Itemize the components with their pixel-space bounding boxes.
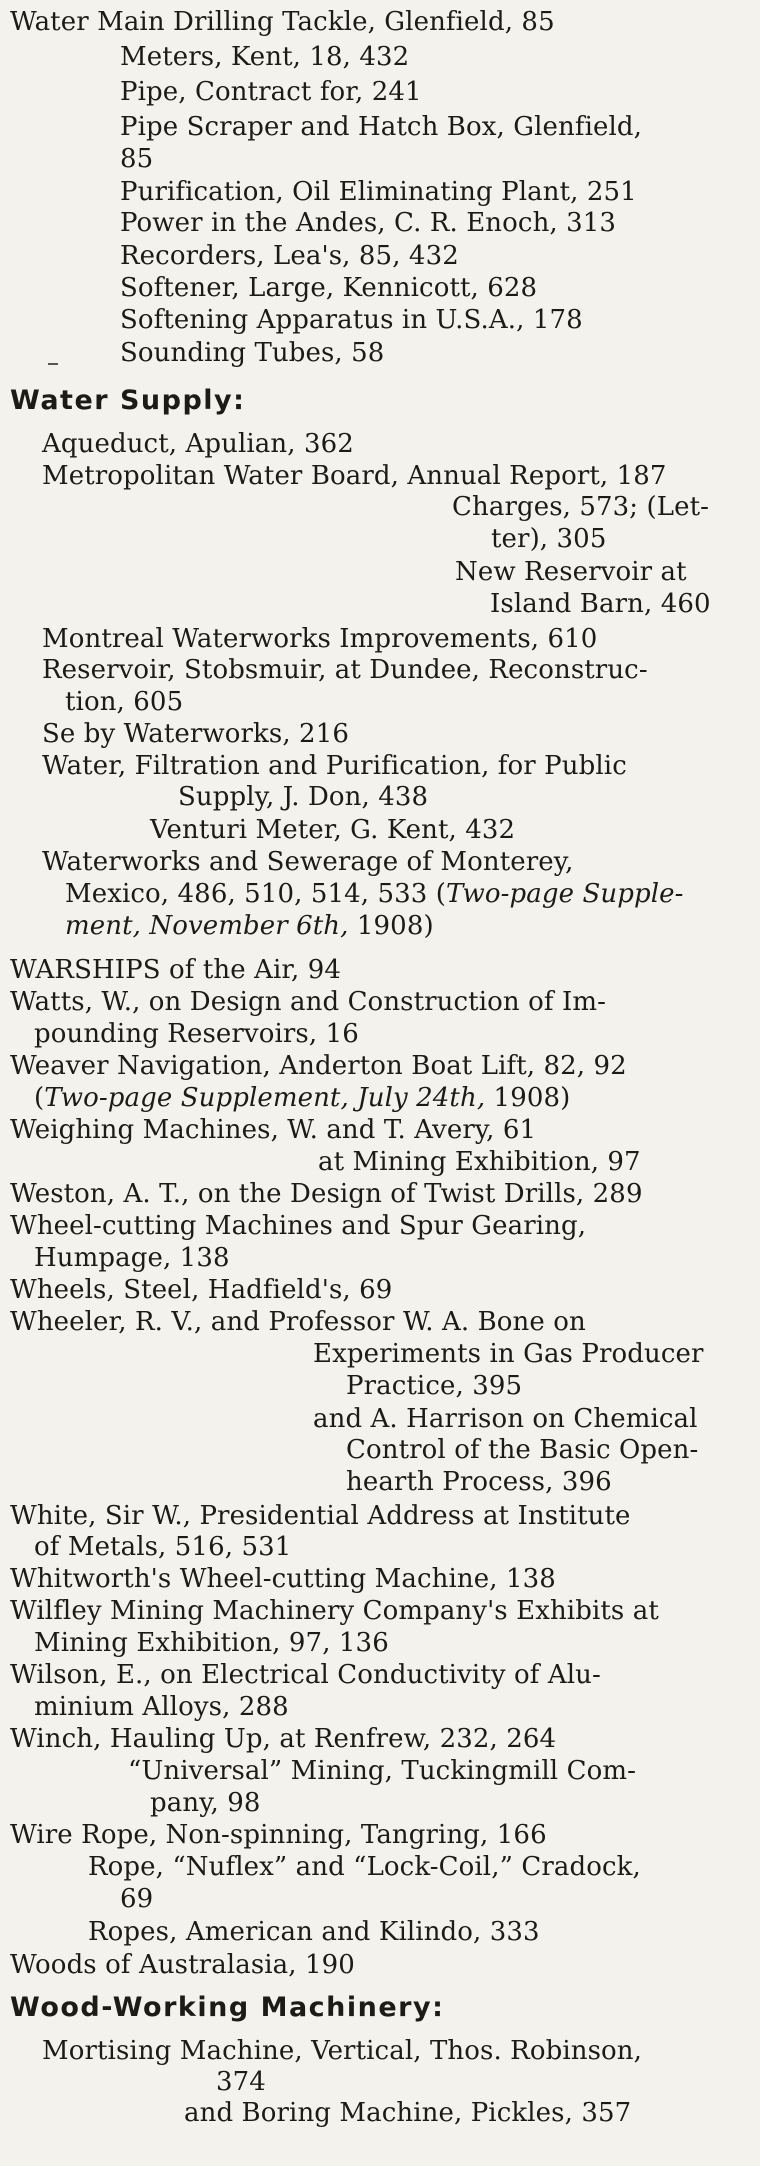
index-entry: Sounding Tubes, 58 xyxy=(120,338,385,368)
index-entry: Metropolitan Water Board, Annual Report, 187 xyxy=(42,461,667,491)
section-heading-water-supply: Water Supply: xyxy=(10,385,246,416)
index-entry: Montreal Waterworks Improvements, 610 xyxy=(42,624,598,654)
section-heading-wood-working-machinery: Wood-Working Machinery: xyxy=(10,1992,445,2023)
index-entry: pounding Reservoirs, 16 xyxy=(34,1019,359,1049)
index-entry: “Universal” Mining, Tuckingmill Com- xyxy=(128,1756,636,1786)
index-entry: Control of the Basic Open- xyxy=(346,1435,699,1465)
index-entry: Power in the Andes, C. R. Enoch, 313 xyxy=(120,208,617,238)
index-entry: Pipe Scraper and Hatch Box, Glenfield, xyxy=(120,112,642,142)
index-entry: Wheeler, R. V., and Professor W. A. Bone on xyxy=(10,1307,586,1337)
index-entry: 374 xyxy=(216,2067,266,2097)
index-entry: Venturi Meter, G. Kent, 432 xyxy=(150,815,516,845)
index-entry: Mexico, 486, 510, 514, 533 (Two-page Supple- xyxy=(65,879,684,909)
index-entry: Wilfley Mining Machinery Company's Exhibits at xyxy=(10,1596,659,1626)
index-entry: Se by Waterworks, 216 xyxy=(42,719,349,749)
index-entry: Wilson, E., on Electrical Conductivity of Alu- xyxy=(10,1660,601,1690)
index-entry: Mortising Machine, Vertical, Thos. Robinson, xyxy=(42,2036,643,2066)
index-entry: Wire Rope, Non-spinning, Tangring, 166 xyxy=(10,1820,547,1850)
index-entry: Practice, 395 xyxy=(346,1371,523,1401)
index-entry: Pipe, Contract for, 241 xyxy=(120,77,422,107)
index-entry: Island Barn, 460 xyxy=(490,589,711,619)
index-entry: Experiments in Gas Producer xyxy=(313,1339,704,1369)
index-entry: and Boring Machine, Pickles, 357 xyxy=(184,2098,632,2128)
index-entry: Weston, A. T., on the Design of Twist Drills, 289 xyxy=(10,1179,643,1209)
index-entry: White, Sir W., Presidential Address at Institute xyxy=(10,1501,631,1531)
index-entry: Meters, Kent, 18, 432 xyxy=(120,42,410,72)
index-entry: Softening Apparatus in U.S.A., 178 xyxy=(120,305,583,335)
index-entry: (Two-page Supplement, July 24th, 1908) xyxy=(34,1083,571,1113)
index-entry: hearth Process, 396 xyxy=(346,1467,612,1497)
index-entry: Weaver Navigation, Anderton Boat Lift, 82, 92 xyxy=(10,1051,627,1081)
index-entry: Water, Filtration and Purification, for Public xyxy=(42,751,627,781)
index-entry: minium Alloys, 288 xyxy=(34,1692,289,1722)
index-entry: pany, 98 xyxy=(150,1788,261,1818)
index-entry: Winch, Hauling Up, at Renfrew, 232, 264 xyxy=(10,1724,557,1754)
index-entry: at Mining Exhibition, 97 xyxy=(318,1147,641,1177)
index-entry: ment, November 6th, 1908) xyxy=(65,911,434,941)
index-entry: New Reservoir at xyxy=(455,557,687,587)
index-entry: Recorders, Lea's, 85, 432 xyxy=(120,241,459,271)
index-entry: of Metals, 516, 531 xyxy=(34,1532,292,1562)
index-entry: Wheels, Steel, Hadfield's, 69 xyxy=(10,1275,393,1305)
index-entry: Rope, “Nuflex” and “Lock-Coil,” Cradock, xyxy=(88,1852,641,1882)
dash-mark xyxy=(48,363,58,365)
index-entry: Whitworth's Wheel-cutting Machine, 138 xyxy=(10,1564,556,1594)
index-entry: Humpage, 138 xyxy=(34,1243,230,1273)
index-entry: and A. Harrison on Chemical xyxy=(313,1404,698,1434)
index-entry: 85 xyxy=(120,144,154,174)
index-entry: Aqueduct, Apulian, 362 xyxy=(42,429,354,459)
index-entry: tion, 605 xyxy=(65,687,184,717)
index-entry: Softener, Large, Kennicott, 628 xyxy=(120,273,538,303)
index-entry: WARSHIPS of the Air, 94 xyxy=(10,955,342,985)
index-entry: Reservoir, Stobsmuir, at Dundee, Reconstruc- xyxy=(42,655,648,685)
index-entry: Waterworks and Sewerage of Monterey, xyxy=(42,847,574,877)
index-entry: Watts, W., on Design and Construction of Im- xyxy=(10,987,606,1017)
index-entry: Mining Exhibition, 97, 136 xyxy=(34,1628,389,1658)
index-entry: Charges, 573; (Let- xyxy=(452,492,710,522)
index-entry: Ropes, American and Kilindo, 333 xyxy=(88,1917,540,1947)
index-entry: ter), 305 xyxy=(491,524,607,554)
index-entry: Water Main Drilling Tackle, Glenfield, 85 xyxy=(10,7,555,37)
index-entry: Purification, Oil Eliminating Plant, 251 xyxy=(120,177,637,207)
index-entry: 69 xyxy=(120,1884,154,1914)
index-entry: Supply, J. Don, 438 xyxy=(178,782,429,812)
index-entry: Wheel-cutting Machines and Spur Gearing, xyxy=(10,1211,587,1241)
index-entry: Weighing Machines, W. and T. Avery, 61 xyxy=(10,1115,537,1145)
index-entry: Woods of Australasia, 190 xyxy=(10,1950,355,1980)
